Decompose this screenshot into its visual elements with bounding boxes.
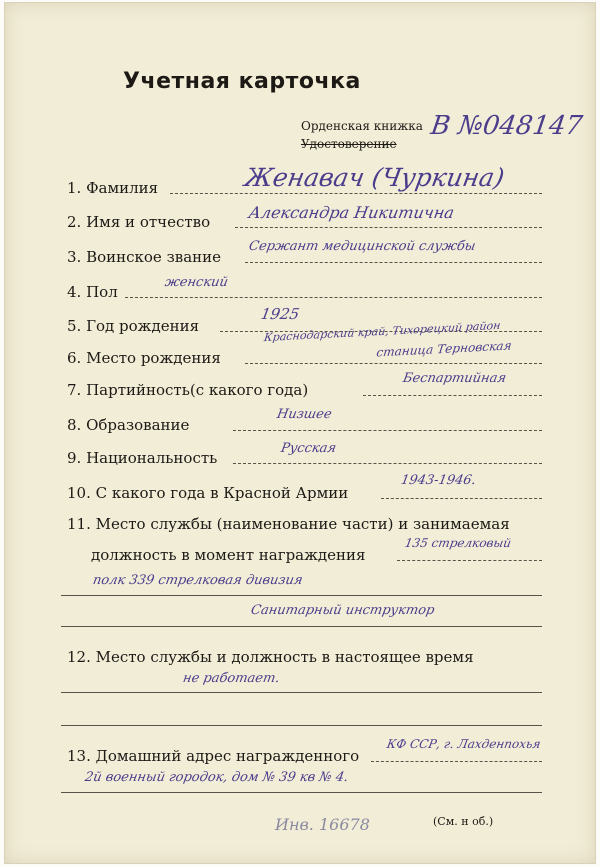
field-line <box>233 430 542 431</box>
field-label-rank: 3. Воинское звание <box>67 248 222 266</box>
card-title: Учетная карточка <box>123 69 361 94</box>
field-value-birthplace: Краснодарский край, Тихорецкий район <box>263 318 502 345</box>
field-label-current-service: 12. Место службы и должность в настоящее время <box>67 648 474 666</box>
field-line <box>233 463 542 464</box>
field-line <box>245 363 542 364</box>
field-value-home-address: КФ ССР, г. Лахденпохья <box>385 737 542 751</box>
order-book-label: Орденская книжка <box>301 119 423 133</box>
field-label-birthplace: 6. Место рождения <box>67 349 221 367</box>
field-label-name: 2. Имя и отчество <box>67 213 211 231</box>
field-value-sex: женский <box>163 275 230 290</box>
field-value-service-position: Санитарный инструктор <box>249 603 436 618</box>
field-value-birthplace-line2: станица Терновская <box>375 338 513 360</box>
field-line <box>363 395 542 396</box>
field-value-education: Низшее <box>275 407 333 422</box>
field-value-current-service: не работает. <box>181 671 281 686</box>
field-line <box>371 761 542 762</box>
field-line <box>61 692 542 693</box>
field-line <box>61 626 542 627</box>
field-label-party: 7. Партийность(с какого года) <box>67 381 309 399</box>
field-value-home-address-line2: 2й военный городок, дом № 39 кв № 4. <box>83 770 350 785</box>
field-line <box>61 725 542 726</box>
field-line <box>61 792 542 793</box>
field-label-service-position: должность в момент награждения <box>91 546 366 564</box>
field-label-sex: 4. Пол <box>67 283 118 301</box>
inventory-number: Инв. 16678 <box>275 815 370 834</box>
field-label-birth-year: 5. Год рождения <box>67 317 200 335</box>
field-label-service-place: 11. Место службы (наименование части) и занимаемая <box>67 515 510 533</box>
award-record-card <box>4 2 596 864</box>
field-value-nationality: Русская <box>279 441 338 456</box>
field-value-rank: Сержант медицинской службы <box>247 239 477 254</box>
field-line <box>125 297 542 298</box>
field-value-birth-year: 1925 <box>259 305 301 323</box>
field-value-service-division: полк 339 стрелковая дивизия <box>91 573 304 588</box>
field-line <box>397 560 542 561</box>
order-book-number: В №048147 <box>428 111 585 141</box>
see-reverse-note: (См. н об.) <box>433 815 494 828</box>
field-value-surname: Женавач (Чуркина) <box>242 163 507 192</box>
field-value-party: Беспартийная <box>401 371 508 386</box>
field-value-name: Александра Никитична <box>247 203 456 222</box>
field-value-service-unit: 135 стрелковый <box>403 536 513 550</box>
certificate-label-struck: Удостоверение <box>301 137 397 151</box>
field-label-education: 8. Образование <box>67 416 190 434</box>
field-line <box>170 193 542 194</box>
field-line <box>235 227 542 228</box>
field-line <box>61 595 542 596</box>
field-value-army-since: 1943-1946. <box>399 473 478 488</box>
field-label-surname: 1. Фамилия <box>67 179 159 197</box>
field-label-home-address: 13. Домашний адрес награжденного <box>67 747 360 765</box>
field-label-nationality: 9. Национальность <box>67 449 218 467</box>
field-label-army-since: 10. С какого года в Красной Армии <box>67 484 349 502</box>
field-line <box>245 262 542 263</box>
field-line <box>381 498 542 499</box>
